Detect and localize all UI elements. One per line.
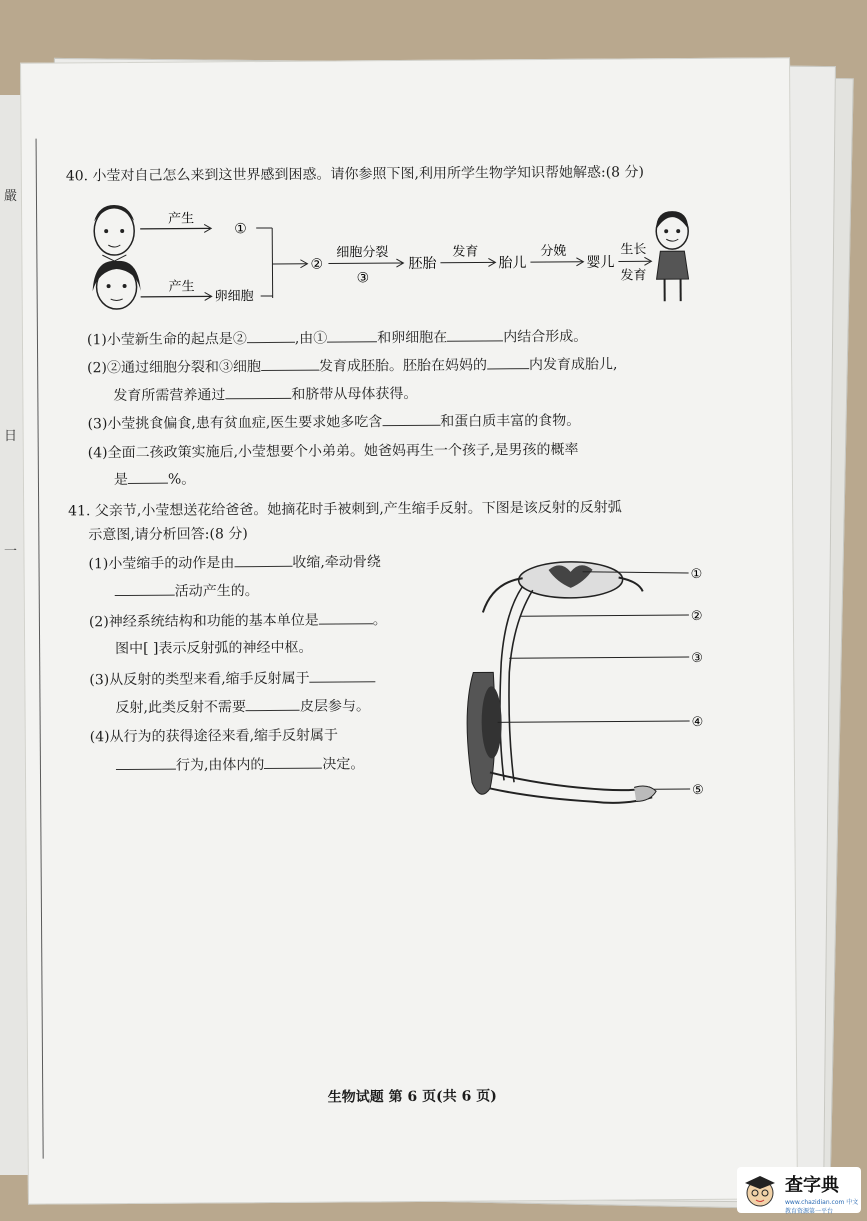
q41-part4-cont — [116, 753, 365, 776]
q41-part1 — [88, 551, 380, 574]
arc-label-5: ⑤ — [692, 782, 704, 799]
text: 和蛋白质丰富的食物。 — [440, 412, 581, 430]
text: 发育成胚胎。胚胎在妈妈的 — [318, 357, 488, 375]
arc-label-4: ④ — [691, 714, 704, 731]
answer-blank[interactable] — [116, 755, 176, 770]
watermark-sub: www.chazidian.com 中文教育资源第一平台 — [785, 1199, 859, 1215]
text: (3)从反射的类型来看,缩手反射属于 — [89, 670, 310, 689]
text: (1)小莹缩手的动作是由 — [88, 555, 235, 573]
q40-part4-cont — [114, 468, 195, 490]
diagram-label-2: ② — [310, 256, 324, 273]
diagram-label-produce: 产生 — [168, 279, 195, 295]
left-page-text: 日 — [4, 429, 18, 444]
q41-part3 — [89, 667, 375, 690]
fertilization-diagram — [84, 187, 685, 311]
text: (2)②通过细胞分裂和③细胞 — [87, 359, 262, 377]
diagram-label-baby: 婴儿 — [586, 254, 615, 271]
text: 和卵细胞在 — [377, 329, 448, 347]
text: 。 — [372, 612, 387, 629]
diagram-label-egg: 卵细胞 — [214, 289, 254, 305]
answer-blank[interactable] — [447, 326, 503, 341]
nerve-pathway-icon — [499, 586, 534, 782]
text: 决定。 — [322, 756, 365, 773]
diagram-label-delivery: 分娩 — [540, 243, 567, 260]
left-page-text: 嚴 — [4, 189, 18, 204]
text: %。 — [167, 471, 196, 488]
diagram-label-embryo: 胚胎 — [408, 255, 437, 272]
exam-page — [20, 57, 798, 1204]
answer-blank[interactable] — [382, 411, 440, 426]
q41-stem-cont: 示意图,请分析回答:(8 分) — [88, 526, 248, 544]
father-figure-icon — [94, 205, 134, 261]
q41-part1-cont — [115, 580, 259, 602]
text: (2)神经系统结构和功能的基本单位是 — [88, 612, 319, 631]
answer-blank[interactable] — [319, 609, 373, 624]
q41-part4: (4)从行为的获得途径来看,缩手反射属于 — [89, 727, 339, 746]
arc-label-1: ① — [690, 566, 703, 583]
spinal-cord-icon — [483, 561, 643, 612]
reflex-arc-diagram — [452, 551, 710, 809]
q40-part4: (4)全面二孩政策实施后,小莹想要个小弟弟。她爸妈再生一个孩子,是男孩的概率 — [87, 441, 579, 462]
q41-part3-cont — [115, 695, 370, 718]
diagram-label-grow: 生长 — [620, 242, 647, 258]
text: 是 — [113, 471, 128, 489]
q40-stem: 40. 小莹对自己怎么来到这世界感到困惑。请你参照下图,利用所学生物学知识帮她解惑:(8 分) — [65, 164, 645, 185]
answer-blank[interactable] — [246, 696, 300, 711]
text: 收缩,牵动骨绕 — [292, 554, 381, 571]
text: (1)小莹新生命的起点是② — [86, 331, 247, 349]
girl-figure-icon — [650, 207, 695, 307]
arc-label-2: ② — [690, 608, 703, 625]
q41-part2 — [89, 609, 387, 632]
text: 内发育成胎儿, — [528, 356, 618, 374]
diagram-label-fetus: 胎儿 — [498, 255, 527, 272]
q41-stem: 41. 父亲节,小莹想送花给爸爸。她摘花时手被刺到,产生缩手反射。下图是该反射的反射弧 — [68, 499, 622, 520]
margin-rule — [36, 139, 44, 1159]
text: 活动产生的。 — [174, 583, 259, 600]
diagram-label-produce: 产生 — [168, 211, 195, 227]
answer-blank[interactable] — [261, 356, 319, 371]
answer-blank[interactable] — [115, 581, 175, 596]
q40-part1 — [87, 326, 587, 350]
diagram-label-cell-division: 细胞分裂 — [336, 245, 389, 261]
text: 发育所需营养通过 — [113, 387, 226, 405]
diagram-label-develop: 发育 — [452, 244, 479, 260]
arm-muscle-icon — [467, 671, 656, 804]
answer-blank[interactable] — [487, 354, 529, 369]
text: ,由① — [294, 330, 328, 347]
left-page-text: 一 — [4, 544, 18, 559]
watermark-logo — [737, 1167, 861, 1213]
text: 反射,此类反射不需要 — [115, 699, 247, 717]
answer-blank[interactable] — [247, 328, 295, 343]
watermark-name: 查字典 — [785, 1175, 839, 1196]
diagram-label-1: ① — [234, 221, 247, 238]
diagram-label-3: ③ — [356, 270, 370, 287]
text: (3)小莹挑食偏食,患有贫血症,医生要求她多吃含 — [87, 414, 383, 433]
text: 和脐带从母体获得。 — [291, 385, 418, 403]
graduate-avatar-icon — [741, 1171, 779, 1209]
q40-part2 — [87, 354, 617, 379]
answer-blank[interactable] — [234, 552, 292, 567]
q41-part2-cont: 图中[ ]表示反射弧的神经中枢。 — [115, 639, 313, 658]
q40-part3 — [87, 410, 580, 434]
diagram-label-develop: 发育 — [620, 268, 647, 284]
answer-blank[interactable] — [128, 469, 168, 484]
text: 行为,由体内的 — [175, 757, 265, 774]
page-footer: 生物试题 第 6 页(共 6 页) — [327, 1088, 497, 1106]
text: 皮层参与。 — [299, 698, 371, 715]
answer-blank[interactable] — [225, 384, 291, 399]
mother-figure-icon — [92, 261, 140, 309]
arc-label-3: ③ — [691, 650, 703, 667]
answer-blank[interactable] — [264, 754, 322, 769]
text: 内结合形成。 — [503, 328, 588, 346]
q40-part2-cont — [113, 383, 417, 406]
answer-blank[interactable] — [327, 327, 377, 342]
answer-blank[interactable] — [310, 667, 376, 682]
